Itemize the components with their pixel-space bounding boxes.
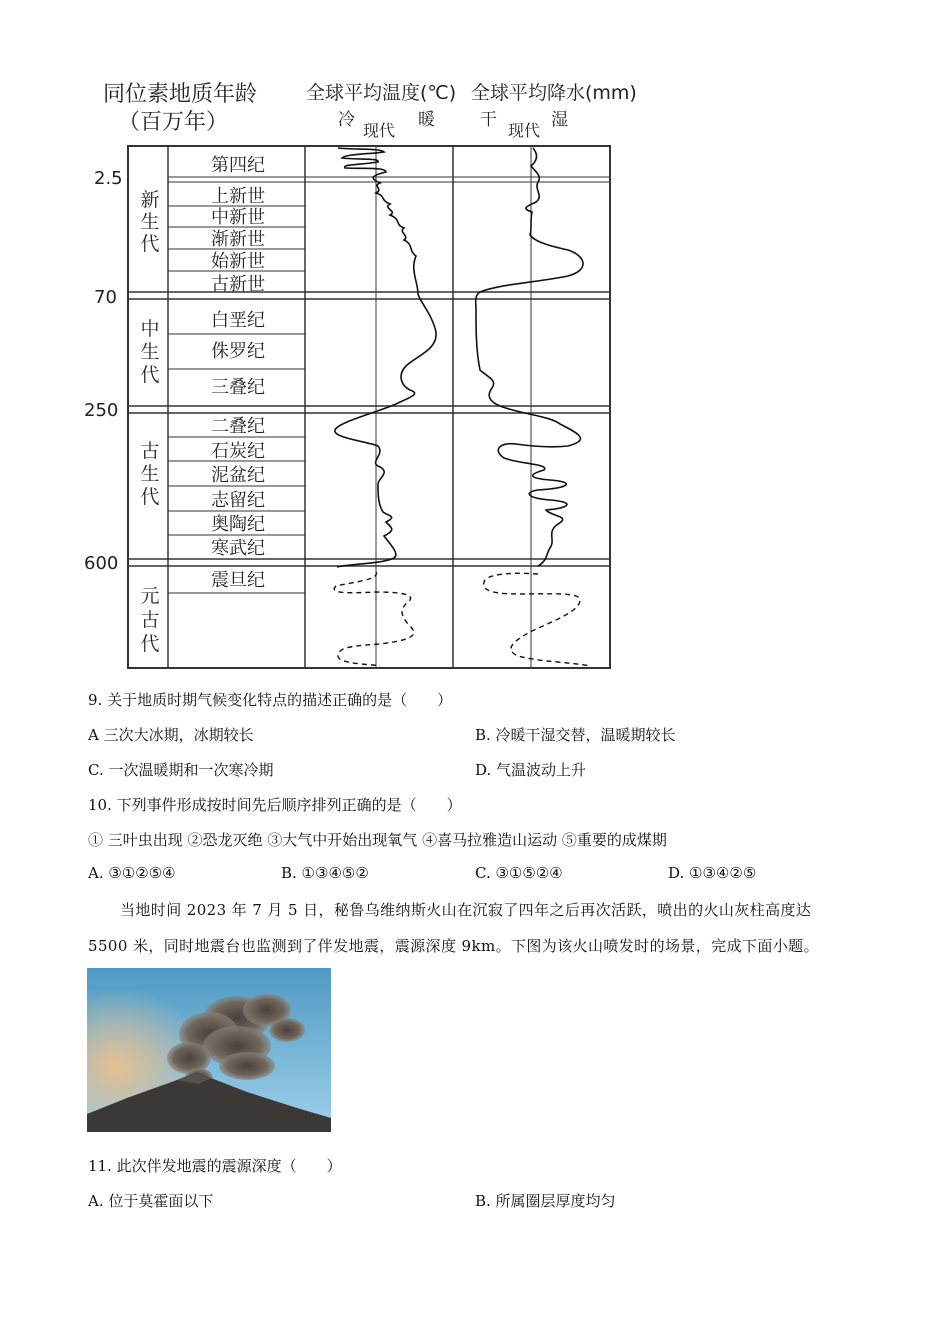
- temp-cold-label: 冷: [338, 110, 355, 130]
- temperature-curve-dashed: [334, 572, 414, 666]
- period-sinian: 震旦纪: [211, 570, 265, 591]
- period-permian: 二叠纪: [211, 416, 265, 437]
- age-label-70: 70: [94, 287, 117, 308]
- era-proterozoic-char-2: 古: [140, 609, 160, 631]
- q9-option-b[interactable]: B. 冷暖干湿交替，温暖期较长: [475, 726, 676, 744]
- period-paleocene: 古新世: [211, 274, 265, 295]
- q10-option-c[interactable]: C. ③①⑤②④: [475, 864, 563, 882]
- era-paleozoic-char-3: 代: [140, 486, 160, 508]
- age-axis-title: 同位素地质年龄: [103, 82, 258, 107]
- period-silurian: 志留纪: [211, 490, 265, 511]
- temp-now-label: 现代: [363, 121, 396, 140]
- period-miocene: 中新世: [211, 207, 265, 228]
- q11-stem: 11. 此次伴发地震的震源深度（ ）: [88, 1157, 342, 1175]
- q10-option-a[interactable]: A. ③①②⑤④: [88, 864, 176, 882]
- quaternary-boundary: [168, 177, 610, 182]
- period-carboniferous: 石炭纪: [211, 441, 265, 462]
- q9-option-a[interactable]: A 三次大冰期，冰期较长: [88, 726, 254, 744]
- period-jurassic: 侏罗纪: [211, 341, 265, 362]
- period-oligocene: 渐新世: [211, 229, 265, 250]
- precipitation-title: 全球平均降水(mm): [471, 82, 637, 104]
- age-label-250: 250: [84, 400, 119, 421]
- geologic-climate-chart: [80, 70, 660, 680]
- q11-option-b[interactable]: B. 所属圈层厚度均匀: [475, 1192, 616, 1210]
- era-mesozoic-char-3: 代: [140, 364, 160, 386]
- period-ordovician: 奥陶纪: [211, 514, 265, 535]
- era-cenozoic-char-1: 新: [140, 189, 160, 211]
- era-boundaries: [128, 292, 610, 566]
- q10-stem: 10. 下列事件形成按时间先后顺序排列正确的是（ ）: [88, 796, 462, 814]
- precipitation-curve: [476, 148, 583, 566]
- period-triassic: 三叠纪: [211, 377, 265, 398]
- q10-option-b[interactable]: B. ①③④⑤②: [281, 864, 369, 882]
- precip-dry-label: 干: [480, 110, 497, 130]
- age-axis-unit: （百万年）: [118, 110, 229, 135]
- precip-wet-label: 湿: [551, 110, 568, 130]
- period-eocene: 始新世: [211, 251, 265, 272]
- volcano-eruption-photo: [87, 968, 331, 1132]
- era-paleozoic-char-1: 古: [140, 440, 160, 462]
- q10-option-d[interactable]: D. ①③④②⑤: [668, 864, 757, 882]
- era-proterozoic-char-1: 元: [140, 585, 160, 607]
- era-proterozoic-char-3: 代: [140, 633, 160, 655]
- period-quaternary: 第四纪: [211, 155, 265, 176]
- passage-line-1: 当地时间 2023 年 7 月 5 日，秘鲁乌维纳斯火山在沉寂了四年之后再次活跃，喷出的火山灰柱高度达: [120, 901, 812, 919]
- temperature-curve: [335, 148, 436, 567]
- q11-option-a[interactable]: A. 位于莫霍面以下: [88, 1192, 214, 1210]
- era-mesozoic-char-2: 生: [140, 341, 160, 363]
- chart-frame: [128, 146, 610, 668]
- era-paleozoic-char-2: 生: [140, 463, 160, 485]
- q9-option-c[interactable]: C. 一次温暖期和一次寒冷期: [88, 761, 274, 779]
- q10-events: ① 三叶虫出现 ②恐龙灭绝 ③大气中开始出现氧气 ④喜马拉雅造山运动 ⑤重要的成煤期: [88, 831, 667, 849]
- period-pliocene: 上新世: [211, 186, 265, 207]
- passage-line-2: 5500 米，同时地震台也监测到了伴发地震，震源深度 9km。下图为该火山喷发时的场景，完成下面小题。: [88, 937, 819, 955]
- era-cenozoic-char-3: 代: [140, 233, 160, 255]
- q9-option-d[interactable]: D. 气温波动上升: [475, 761, 587, 779]
- period-devonian: 泥盆纪: [211, 465, 265, 486]
- age-label-600: 600: [84, 553, 119, 574]
- q9-stem: 9. 关于地质时期气候变化特点的描述正确的是（ ）: [88, 691, 453, 709]
- period-cambrian: 寒武纪: [211, 538, 265, 559]
- period-cretaceous: 白垩纪: [211, 310, 265, 331]
- era-mesozoic-char-1: 中: [140, 318, 160, 340]
- age-label-2-5: 2.5: [94, 168, 123, 189]
- temperature-title: 全球平均温度(℃): [306, 82, 457, 104]
- temp-warm-label: 暖: [418, 110, 435, 130]
- precipitation-curve-dashed: [484, 573, 590, 666]
- precip-now-label: 现代: [508, 121, 541, 140]
- era-cenozoic-char-2: 生: [140, 211, 160, 233]
